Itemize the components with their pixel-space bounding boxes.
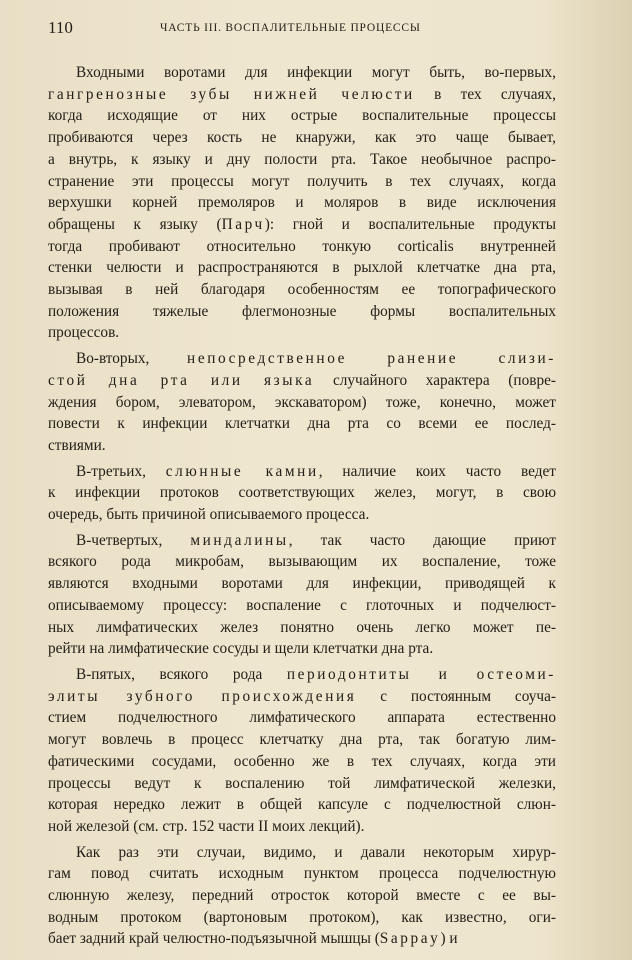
running-head: ЧАСТЬ III. ВОСПАЛИТЕЛЬНЫЕ ПРОЦЕССЫ <box>160 22 421 34</box>
text-line <box>48 638 556 660</box>
text-segment: ): гной и воспалительные продукты <box>264 215 556 233</box>
text-line <box>48 595 556 617</box>
text-segment: ных лимфатических желез понятно очень легко может пе- <box>48 618 556 636</box>
paragraph <box>48 530 556 660</box>
text-line <box>48 729 556 751</box>
text-segment: в тех случаях, <box>414 85 556 103</box>
text-line <box>48 301 556 323</box>
emphasized-text: миндалины <box>190 531 289 549</box>
text-segment: пробиваются через кость не кнаружи, как это чаще бывает, <box>48 129 556 147</box>
text-segment: могут вовлечь в процесс клетчатку дна рта, так богатую лим- <box>48 731 556 749</box>
text-segment: ной железой (см. стр. 152 части II моих лекций). <box>48 817 365 835</box>
text-segment: очередь, быть причиной описываемого процесса. <box>48 506 370 524</box>
text-line <box>48 127 556 149</box>
text-segment: , наличие коих часто ведет <box>318 462 556 480</box>
text-line <box>48 192 556 214</box>
text-segment: Во-вторых, <box>76 350 188 368</box>
text-line <box>48 149 556 171</box>
text-line <box>48 885 556 907</box>
text-segment: вызывая в ней благодаря особенностям ее топографического <box>48 281 556 299</box>
text-segment: с постоянным соуча- <box>356 687 556 705</box>
text-line <box>48 707 556 729</box>
text-line <box>48 413 556 435</box>
paragraph <box>48 62 556 344</box>
text-segment: когда исходящие от них острые воспалительные процессы <box>48 107 556 125</box>
emphasized-text: стой дна рта или языка <box>48 371 315 389</box>
text-segment: рейти на лимфатические сосуды и щели клетчатки дна рта. <box>48 640 434 658</box>
text-segment: , так часто дающие приют <box>288 531 556 549</box>
text-line <box>48 62 556 84</box>
text-segment: водным протоком (вартоновым протоком), как известно, оги- <box>48 908 556 926</box>
text-line <box>48 322 556 344</box>
text-segment: которая нередко лежит в общей капсуле с подчелюстной слюн- <box>48 796 556 814</box>
emphasized-text: Sappay <box>379 930 441 948</box>
text-segment: бает задний край челюстно-подъязычной мышцы ( <box>48 930 380 948</box>
text-segment: обращены к языку ( <box>48 215 222 233</box>
text-line <box>48 863 556 885</box>
page-header <box>48 18 596 44</box>
text-segment: В-третьих, <box>76 462 166 480</box>
text-segment: тогда пробивают относительно тонкую corticalis внутренней <box>48 237 556 255</box>
text-line <box>48 686 556 708</box>
text-line <box>48 257 556 279</box>
text-line <box>48 816 556 838</box>
text-line <box>48 504 556 526</box>
emphasized-text: элиты зубного происхождения <box>48 687 357 705</box>
text-segment: процессов. <box>48 324 120 342</box>
text-line <box>48 751 556 773</box>
text-segment: Входными воротами для инфекции могут быть, во-первых, <box>76 64 556 81</box>
paragraph <box>48 842 556 951</box>
text-segment: стенки челюсти и распространяются в рыхлой клетчатке дна рта, <box>48 259 556 277</box>
paragraph <box>48 461 556 526</box>
text-line <box>48 105 556 127</box>
text-line <box>48 573 556 595</box>
text-segment: стием подчелюстного лимфатического аппарата естественно <box>48 709 556 727</box>
emphasized-text: непосредственное ранение слизи- <box>187 350 556 368</box>
text-line <box>48 482 556 504</box>
text-segment: описываемому процессу: воспаление с глоточных и подчелюст- <box>48 596 556 614</box>
page-number: 110 <box>48 18 73 37</box>
text-segment: всякого рода микробам, вызывающим их воспаление, тоже <box>48 553 556 571</box>
text-line <box>48 84 556 106</box>
text-line <box>48 171 556 193</box>
text-line <box>48 928 556 950</box>
text-segment: В-четвертых, <box>76 531 191 549</box>
text-segment: фатическими сосудами, особенно же в тех случаях, когда эти <box>48 752 556 770</box>
text-line <box>48 551 556 573</box>
body-text <box>48 62 556 954</box>
text-segment: повести к инфекции клетчатки дна рта со всеми ее послед- <box>48 415 556 433</box>
text-line <box>48 370 556 392</box>
paragraph <box>48 664 556 838</box>
text-line <box>48 236 556 258</box>
text-line <box>48 664 556 686</box>
text-line <box>48 907 556 929</box>
text-segment: верхушки корней премоляров и моляров в виде исключения <box>48 194 556 212</box>
text-segment: положения тяжелые флегмонозные формы воспалительных <box>48 302 556 320</box>
text-line <box>48 279 556 301</box>
emphasized-text: гангренозные зубы нижней челюсти <box>48 85 415 103</box>
text-segment: а внутрь, к языку и дну полости рта. Такое необычное распро- <box>48 150 556 168</box>
text-segment: к инфекции протоков соответствующих желез, могут, в свою <box>48 484 556 502</box>
text-segment: процессы ведут к воспалению той лимфатической железки, <box>48 774 556 792</box>
text-line <box>48 435 556 457</box>
text-segment: гам повод считать исходным пунктом процесса подчелюстную <box>48 865 556 883</box>
text-segment: ) и <box>440 930 458 948</box>
paragraph <box>48 348 556 457</box>
text-segment: странение эти процессы могут получить в тех случаях, когда <box>48 172 556 190</box>
text-segment: случайного характера (повре- <box>314 371 556 389</box>
text-line <box>48 214 556 236</box>
text-segment: ждения бором, элеватором, экскаватором) тоже, конечно, может <box>48 393 556 411</box>
text-line <box>48 530 556 552</box>
emphasized-text: периодонтиты и остеоми- <box>286 665 556 683</box>
text-segment: ствиями. <box>48 436 106 454</box>
text-segment: В-пятых, всякого рода <box>76 665 287 683</box>
text-line <box>48 348 556 370</box>
text-segment: Как раз эти случаи, видимо, и давали некоторым хирур- <box>76 843 556 861</box>
text-line <box>48 461 556 483</box>
text-line <box>48 392 556 414</box>
text-line <box>48 617 556 639</box>
text-line <box>48 773 556 795</box>
emphasized-text: Парч <box>221 215 265 233</box>
text-line <box>48 794 556 816</box>
text-segment: являются входными воротами для инфекции, приводящей к <box>48 575 556 593</box>
text-line <box>48 842 556 864</box>
emphasized-text: слюнные камни <box>165 462 319 480</box>
text-segment: слюнную железу, передний отросток которой вместе с ее вы- <box>48 887 556 905</box>
